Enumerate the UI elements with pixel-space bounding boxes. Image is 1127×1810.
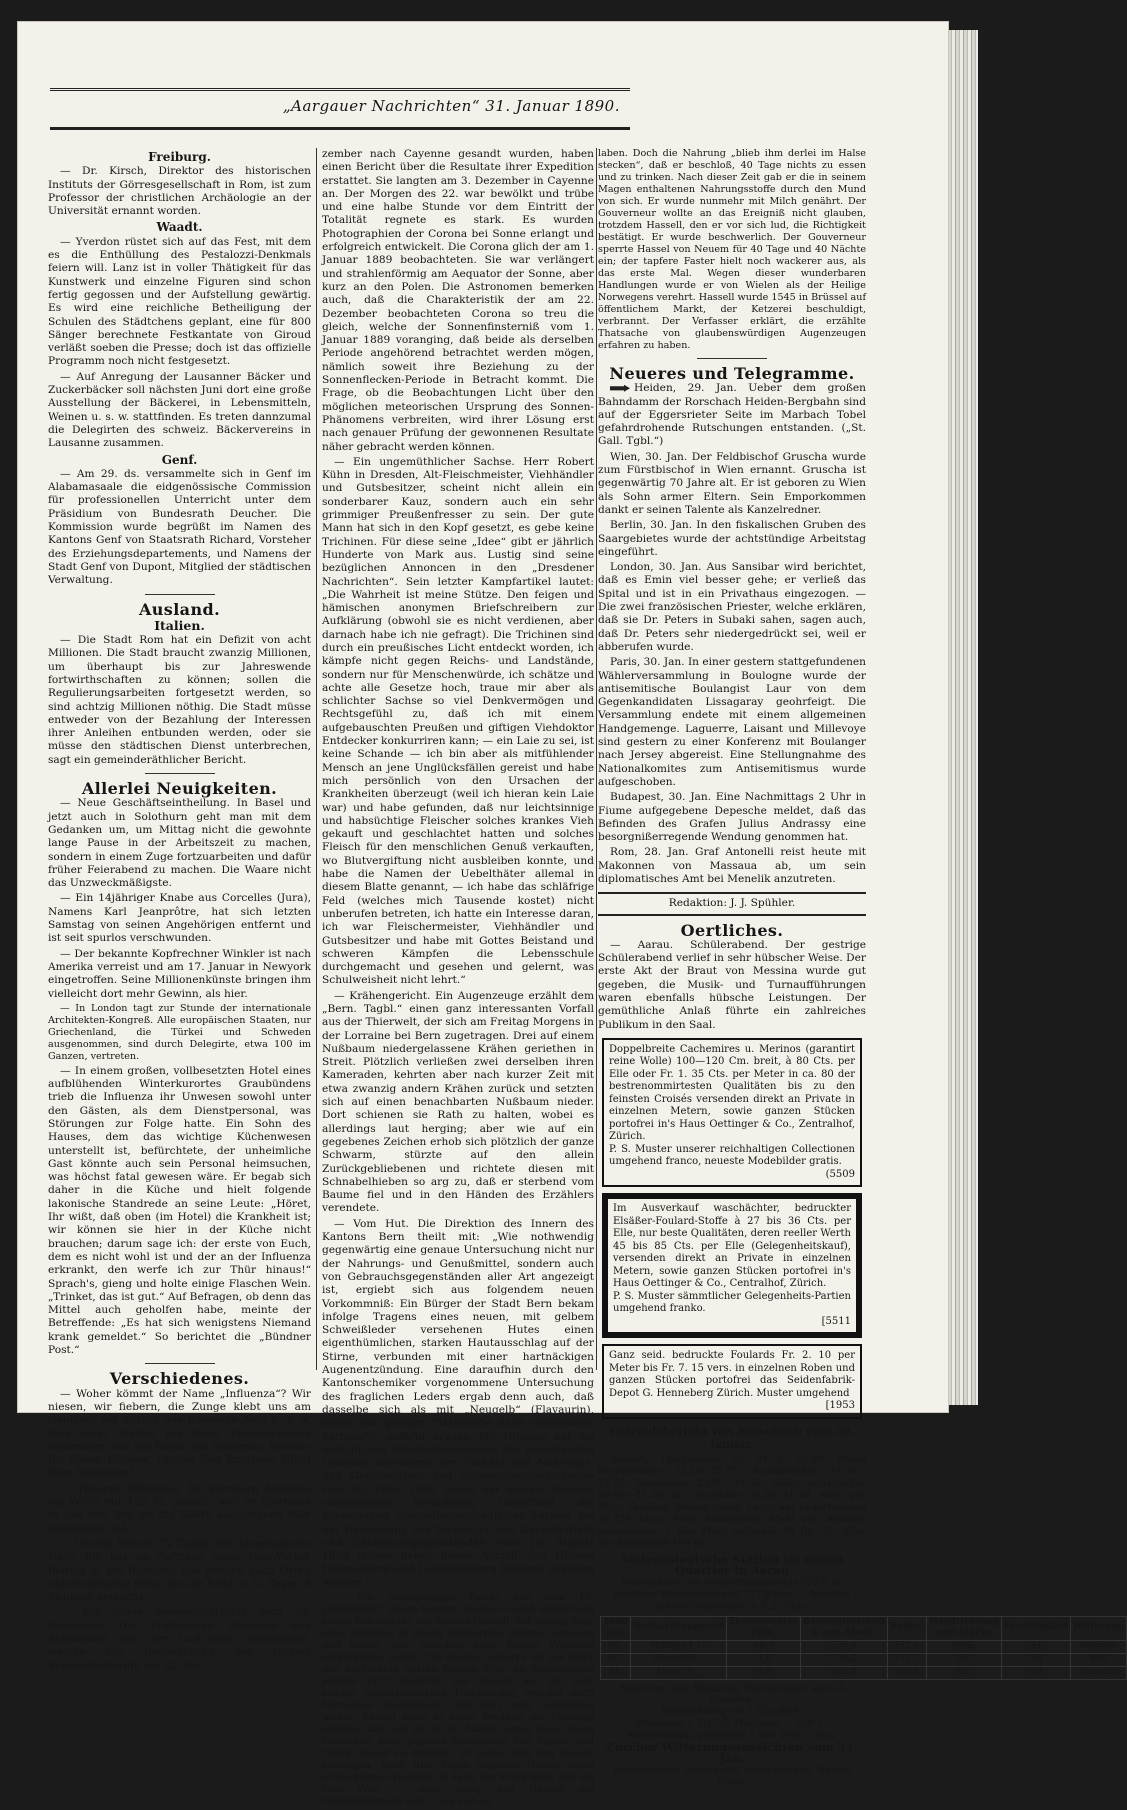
oertliches-text: — Aarau. Schülerabend. Der gestrige Schülerabend verlief in sehr hübscher Weise. Der erste Akt der Braut von Messina wurde gut gegeben, die Musik- und Turnaufführungen waren ebenfalls hübsche Leistungen. Der gemüthliche Anlaß führte ein zahlreiches Publikum in den Saal. — [598, 938, 866, 1031]
weather-cell: Abends.9 „ — [631, 1653, 727, 1666]
weather-row — [601, 1666, 1127, 1679]
weather-cell: 30. — [601, 1653, 631, 1666]
telegram-heiden — [598, 382, 866, 448]
weather-header-cell: Witterung — [1070, 1616, 1127, 1641]
col2-paragraph-1: zember nach Cayenne gesandt wurden, haben einen Bericht über die Resultate ihrer Expedition erstattet. Sie langten am 3. Dezember in Cayenne an. Der Morgen des 22. war bewölkt und trübe und eine halbe Stunde vor dem Eintritt der Totalität regnete es stark. Es wurden Photographien der Corona bei Sonne erlangt und erfolgreich entwickelt. Die Corona glich der am 1. Januar 1889 beobachteten. Sie war verlängert und strahlenförmig am Aequator der Sonne, aber kurz an den Polen. Die Astronomen bemerken auch, daß die Charakteristik der am 22. Dezember beobachteten Corona so treu die gleich, welche der Sonnenfinsterniß vom 1. Januar 1889 voranging, daß beide als derselben Periode angehörend betrachtet werden mögen, nämlich soweit ihre Beziehung zu der Sonnenflecken-Periode in Betracht kommt. Die Frage, ob die Beobachtungen Licht über den möglichen meteorischen Ursprung des Sonnen-Phänomens verbreiten, wird ihrer Lösung erst nach genauer Prüfung der gewonnenen Resultate näher gebracht werden können. — [322, 148, 594, 453]
weather-cell: SE. — [927, 1666, 1002, 1679]
allerlei-paragraph-5: — In einem großen, vollbesetzten Hotel eines aufblühenden Winterkurortes Graubündens trieb die Influenza ihr Unwesen sowohl unter den Gästen, als dem Dienstpersonal, was Störungen zur Folge hatte. Ein Sohn des Hauses, dem das wichtige Küchenwesen unterstellt ist, befürchtete, der unheimliche Gast könnte auch sein Personal heimsuchen, was höchst fatal gewesen wäre. Er begab sich daher in die Küche und hielt folgende lakonische Standrede an seine Leute: „Höret, Ihr wißt, daß oben (im Hotel) die Krankheit ist; wir können sie hier in der Küche nicht brauchen; darum sage ich: der erste von Euch, dem es nicht wohl ist und der an der Influenza erkrankt, den werfe ich zur Thür hinaus!“ Sprach's, gieng und holte einige Flaschen Wein. „Trinket, das ist gut.“ Auf Befragen, ob denn das Mittel auch geholfen habe, meinte der Betreffende: „Es hat sich wenigstens Niemand krank gemeldet.“ So berichtet die „Bündner Post.“ — [48, 1064, 311, 1357]
col2-paragraph-3: — Krähengericht. Ein Augenzeuge erzählt dem „Bern. Tagbl.“ einen ganz interessanten Vorfall aus der Thierwelt, der sich am Freitag Morgens in der Lorraine bei Bern zugetragen. Drei auf einem Nußbaum niedergelassene Krähen geriethen in Streit. Plötzlich verließen zwei derselben ihren Kameraden, kehrten aber nach kurzer Zeit mit etwa zwanzig andern Krähen zurück und setzten sich auf einen benachbarten Nußbaum nieder. Dort schienen sie Rath zu halten, wobei es allerdings laut herging; aber wie auf ein gegebenes Zeichen erhob sich plötzlich der ganze Schwarm, stürzte auf den allein Zurückgebliebenen und richtete diesen mit Schnabelhieben so arg zu, daß er sterbend vom Baume fiel und in den Händen des Erzählers verendete. — [322, 989, 594, 1215]
weather-header-cell: Reduc. — [887, 1616, 927, 1641]
ad-postscript: P. S. Muster sämmtlicher Gelegenheits-Partien umgehend franko. — [613, 1290, 851, 1315]
zuercher-text: Veränderliche Bewölkung, meist trocken; Nachts Frost. — [612, 1765, 852, 1788]
page-header — [50, 88, 630, 130]
italien-heading: Italien. — [154, 617, 205, 633]
weather-cell: 30. — [601, 1641, 631, 1654]
allerlei-paragraph-3: — Der bekannte Kopfrechner Winkler ist nach Amerika verreist und am 17. Januar in Newyork eingetroffen. Seine Millionenkünste bringen ihm vielleicht dort mehr Gewinn, als hier. — [48, 947, 311, 1000]
column-3 — [598, 148, 1125, 1793]
ad-text: Doppelbreite Cachemires u. Merinos (garantirt reine Wolle) 100—120 Cm. breit, à 80 Cts. per Elle oder Fr. 1. 35 Cts. per Meter in ca. 80 der bestrenommirtesten Qualitäten bis zu den feinsten Croisés versenden direkt an Private in einzelnen Metern, sowie ganzen Stücken portofrei in's Haus Oettinger & Co., Zentralhof, Zürich. — [609, 1043, 855, 1143]
column-rule-2 — [596, 148, 597, 1370]
page-edge — [948, 30, 978, 1405]
weather-cell: 732,4 — [800, 1666, 887, 1679]
divider — [145, 1363, 215, 1364]
genf-text: — Am 29. ds. versammelte sich in Genf im Alabamasaale die eidgenössische Commission für professionellen Unterricht unter dem Präsidium von Bundesrath Deucher. Die Kommission wurde begrüßt im Namen des Kantons Genf von Staatsrath Richard, Vorsteher des Erziehungsdepartements, und Namens der Stadt Genf von Dupont, Mitglied der städtischen Verwaltung. — [48, 467, 311, 587]
weather-precipitation: Niederschlag, gemessen 7 Uhr früh — mm. — [626, 1729, 838, 1741]
ad-reference: [1953 — [825, 1400, 855, 1412]
waadt-paragraph-1: — Yverdon rüstet sich auf das Fest, mit dem es die Enthüllung des Pestalozzi-Denkmals feiern will. Lanz ist in voller Thätigkeit für das Kunstwerk und einzelne Figuren sind schon fertig gegossen und der Aufstellung gewärtig. Es wird eine reichliche Betheiligung der Schulen des Städtchens geplant, eine für 800 Sänger berechnete Festkantate von Giroud verläßt soeben die Presse; doch ist das offizielle Programm noch nicht festgesetzt. — [48, 235, 311, 368]
column-rule-1 — [316, 148, 317, 1370]
weather-table-body — [601, 1641, 1127, 1679]
telegram-rom: Rom, 28. Jan. Graf Antonelli reist heute mit Makonnen von Massaua ab, um sein diplomatisches Amt bei Menelik anzutreten. — [598, 846, 866, 885]
weather-header-cell: 1890 Jan. — [601, 1616, 631, 1641]
weather-cell: hell — [1070, 1653, 1127, 1666]
telegram-budapest: Budapest, 30. Jan. Eine Nachmittags 2 Uhr in Fiume aufgegebene Depesche meldet, daß das Befinden des Grafen Julius Andrassy eine besorgnißerregende Wendung genommen hat. — [598, 791, 866, 844]
weather-observation-line: Beobachtung um 7 Uhr früh: — [661, 1706, 803, 1718]
divider — [145, 773, 215, 774]
ad-postscript: P. S. Muster unserer reichhaltigen Collectionen umgehend franco, neueste Modebilder gratis. — [609, 1143, 855, 1168]
weather-title: Meteorologische Station im neuen Quartier in Aarau — [620, 1551, 844, 1578]
col2-paragraph-4: — Vom Hut. Die Direktion des Innern des Kantons Bern theilt mit: „Wie nothwendig gegenwärtig eine genaue Untersuchung nicht nur der Nahrungs- und Genußmittel, sondern auch von Gebrauchsgegenständen aller Art angezeigt ist, ergiebt sich aus folgendem neuen Vorkommniß: Ein Bürger der Stadt Bern bekam infolge Tragens eines neuen, mit gelbem Schweißleder versehenen Hutes einen eigenthümlichen, starken Hautausschlag auf der Stirne, verbunden mit einer hartnäckigen Augenentzündung. Eine daraufhin durch den Kantonschemiker vorgenommene Untersuchung des fraglichen Leders ergab denn auch, daß dasselbe sich als mit „Neugelb“ (Flavaurin), einem der giftigen Pikrinfarbe nahe verwandten Farbstoffe, gefärbt erwies. Mit Hinweis auf die bezüglichen Strafbestimmungen des betreffenden Gesetzes betreffend den Verkehr mit Nahrungs- und Genußmitteln und Gebrauchsgegenständen vom 26. Febr. 1888, sowie der diesem Gesetze zudienenden Verordnung betreffend die Verwendung gesundheitsschädlicher Farben bei der Herstellung von Nahrungs- und Genußmitteln und Gebrauchsgegenständen vom 10. August 1889 müsse daher dieser Vorfall den Herren Hutmachern und Lederhändlern bekannt gegeben werden.“ — [322, 1217, 594, 1589]
weather-cell: Mittags.1 U. — [631, 1641, 727, 1654]
zuercher-heading: Zürcher Witterungsaussichten vom 31. Jan. — [606, 1739, 858, 1766]
advertisement-cachemires — [602, 1038, 862, 1188]
weather-cell: 31. — [601, 1666, 631, 1679]
allerlei-paragraph-4: — In London tagt zur Stunde der internationale Architekten-Kongreß. Alle europäischen Staaten, nur Griechenland, die Türkei und Schweden ausgenommen, sind durch Delegirte, etwa 100 im Ganzen, vertreten. — [48, 1002, 311, 1062]
weather-minmax-line: Maximum und Minimum Thermometer seit 24 Stunden: — [619, 1682, 845, 1706]
column-2 — [322, 148, 594, 1810]
column-1 — [48, 148, 311, 1675]
redaktion-line: Redaktion: J. J. Spühler. — [598, 892, 866, 915]
italien-text: — Die Stadt Rom hat ein Defizit von acht Millionen. Die Stadt braucht zwanzig Millionen, um überhaupt bis zur Jahreswende fortwirthschaften zu können; sollen die Regulierungsarbeiten fortgesetzt werden, so sind achtzig Millionen nöthig. Die Stadt müsse entweder von der Bezahlung der Interessen ihrer Anleihen entbunden werden, oder sie müsse den städtischen Dienst unterbrechen, sagt ein gemeinderäthlicher Bericht. — [48, 634, 311, 766]
pointing-hand-icon — [610, 385, 630, 392]
weather-row — [601, 1641, 1127, 1654]
verschiedenes-paragraph-1: — Woher kömmt der Name „Influenza“? Wir niesen, wir fiebern, die Zunge klebt uns am Gaumen, wir zittern wie frierende Aale u. s. w. Nun wohl, stellen wir diese Erscheinungen zusammen und wir haben die Influenza. Beweis: Ich Niese, Fiebere, Lechze Und Erzittere, Nicht Zum Aushalten! — [48, 1387, 311, 1480]
weather-table — [600, 1616, 1127, 1680]
weather-cell: 90 — [1002, 1666, 1071, 1679]
col2-paragraph-2: — Ein ungemüthlicher Sachse. Herr Robert Kühn in Dresden, Alt-Fleischmeister, Viehhändler und Gutsbesitzer, scheint nicht allein ein sonderbarer Kauz, sondern auch ein sehr grimmiger Preußenfresser zu sein. Der gute Mann hat sich in den Kopf gesetzt, es gebe keine Trichinen. Für diese seine „Idee“ gibt er jährlich Hunderte von Mark aus. Lustig sind seine bezüglichen Annoncen in den „Dresdener Nachrichten“. Sein letzter Kampfartikel lautet: „Die Wahrheit ist meine Stütze. Den feigen und hämischen anonymen Briefschreibern zur Aufklärung (obwohl sie es nicht verdienen, aber darnach habe ich nie gefragt). Die Trichinen sind durch ein preußisches Licht entdeckt worden, ich kämpfe nicht gegen Reichs- und Landstände, sondern nur für Menschenwürde, ich schätze und achte alle Gesetze hoch, traue mir aber als schlichter Sachse so viel Denkvermögen und Rechtsgefühl zu, daß ich mit einem aufgebauschten Preußen und giftigen Viehdoktor Entdecker konkurriren kann; — ein Laie zu sei, ist keine Schande — ich bin aber als mitfühlender Mensch an jene Unglücksfällen gereist und habe mich persönlich von den Ursachen der Krankheiten überzeugt (weil ich hieran kein Laie war) und habe gefunden, daß nur leichtsinnige und habsüchtige Fleischer solches krankes Vieh gekauft und geschlachtet hatten und solches Fleisch für den menschlichen Genuß verkauften, wo Blutvergiftung nicht ausbleiben konnte, und habe die Namen der Uebelthäter allemal in diesem Blatte genannt, — ich habe das schläfrige Feld (welches mich Tausende kostet) nicht unberufen betreten, ich hatte ein Interesse daran, ich war Fleischermeister, Viehhändler und Gutsbesitzer und habe mit Gottes Beistand und schweren Kämpfen die Lebensschule durchgemacht und gesehen und gelernt, was Schulweisheit nicht lehrt.“ — [322, 455, 594, 987]
col2-paragraph-5: — Ein vierzigtägiger Faster aus dem 16. Jahrhundert. Simon Goulart, Pastor in Genf, erzählt von einem Individuum, mit Namen Hassell, der vierzig Tage ohne Nahrung in einem versperrten Zimmer gelassen und dieser Zeit trotzdem beim besten Wohlsein aufgefunden wurde. Die Quelle Goulart's ist das Werk des berühmten Arztes Johann Wier de commentitiis jejuniis 1577. Heinrich von Hassell war ein sehr reicher niederländischer Tuchhändler, welcher nach Norwegen übersiedelte und dort sehr wohlthätig wirkte. Einmal hörte er einen Prediger die Meinung äußern, daß Gott die in der Nacht Gottes liege, einen Menschen ohne jegliche Entziehung von Speise und Trank lebend zu erhalten. Er wollte nun den Beweis erbringen. Nach drei Tagen empfand Hassel einen schrecklichen Hunger; er hatte ein Stück Brod und ein Glas Wier — man sieht, daß Hassell ein Vollblutgermane war — um sich zu — [322, 1592, 594, 1808]
weather-cell: 772,6 — [887, 1641, 927, 1654]
verschiedenes-heading: Verschiedenes. — [109, 1369, 250, 1389]
header-title: „Aargauer Nachrichten“ 31. Januar 1890. — [282, 97, 620, 115]
weather-subtitle: Meereshöhe des Beobachtungsortes 397,6 m. mittlerer Barometerstand 727,8 mm. — Mittlere Jahres-Temperatur + 8,2° Cels. — [614, 1577, 850, 1612]
weather-header-cell: Feuchtigkeit — [1002, 1616, 1071, 1641]
weather-header-cell: Barometerstand i. mm Absol. — [800, 1616, 887, 1641]
weather-cell: NE. — [927, 1653, 1002, 1666]
divider — [697, 358, 767, 359]
waadt-paragraph-2: — Auf Anregung der Lausanner Bäcker und Zuckerbäcker soll nächsten Juni dort eine große Ausstellung der Bäckerei, in Lebensmitteln, Weinen u. s. w. stattfinden. Es treten dannzumal die Delegirten des schweiz. Bäckervereins in Lausanne zusammen. — [48, 370, 311, 450]
telegram-london: London, 30. Jan. Aus Sansibar wird berichtet, daß es Emin viel besser gehe; er verließ das Spital und ist in ein Privathaus eingezogen. — Die zwei französischen Priester, welche erklären, daß sie Dr. Peters in Subaki sahen, sagen auch, daß Dr. Peters sehr niedergedrückt sei, weil er abberufen wurde. — [598, 561, 866, 653]
ad-reference: (5509 — [825, 1168, 855, 1180]
col3-paragraph-1: laben. Doch die Nahrung „blieb ihm derlei im Halse stecken“, daß er beschloß, 40 Tage nichts zu essen und zu trinken. Nach dieser Zeit gab er die in seinem Magen enthaltenen Nahrungsstoffe durch den Mund von sich. Er wurde nunmehr mit Milch genährt. Der Gouverneur wollte an das Ereigniß nicht glauben, trotzdem Hassell, den er vor sich lud, die Richtigkeit bestätigt. Er wurde beschwerlich. Der Gouverneur sperrte Hassel von Neuem für 40 Tage und 40 Nächte ein; der tapfere Faster hielt noch wackerer aus, als das erste Mal. Wegen dieser wunderbaren Handlungen wurde er von Wielen als der Heilige Norwegens verehrt. Hassell wurde 1545 in Brüssel auf öffentlichem Markt, der Ketzerei beschuldigt, verbrannt. Der Verfasser erklärt, die erzählte Thatsache von glaubenswürdigen Augenzeugen erfahren zu haben. — [598, 148, 867, 351]
oertliches-heading: Oertliches. — [680, 920, 784, 940]
weather-header-cell: Thermometer Cels. — [726, 1616, 800, 1641]
weather-cell: +0,9 — [726, 1641, 800, 1654]
divider — [145, 594, 215, 595]
neueres-heading: Neueres und Telegramme. — [609, 364, 855, 383]
weather-cell: 54 — [1002, 1641, 1071, 1654]
telegram-wien: Wien, 30. Jan. Der Feldbischof Gruscha wurde zum Fürstbischof in Wien ernannt. Gruscha ist gegenwärtig 70 Jahre alt. Er ist geboren zu Wien als Sohn armer Eltern. Sein Emporkommen dankt er seinen Talente als Kanzelredner. — [598, 450, 866, 516]
verschiedenes-paragraph-3: — Um die Erde in 72 Tagen. Die Amerikanerin Nelly Bly hat im Auftrage eines New-Yorker Blattes in der Richtung von Westen nach Osten unternommene Reise um die Erde in 72 Tagen 6 Stunden gemacht. — [48, 1537, 311, 1604]
weather-cell: 80 — [1002, 1653, 1071, 1666]
weather-cell: -3,7 — [726, 1666, 800, 1679]
telegram-berlin: Berlin, 30. Jan. In den fiskalischen Gruben des Saargebietes wurde der achtstündige Arbeitstag eingeführt. — [598, 519, 866, 558]
weather-cell: 735,4 — [800, 1641, 887, 1654]
weather-cell: 734,2 — [800, 1653, 887, 1666]
verschiedenes-paragraph-4: — Die totale Sonnenfinsterniß vom 22. Dezember. Die Professoren Burnham und Schaeberle von der Lick'schen Sternwarte, welche zur Beobachtung der totalen Sonnenfinsterniß am 22. De- — [48, 1606, 311, 1672]
weather-row — [601, 1653, 1127, 1666]
weather-cell: bedeckt — [1070, 1666, 1127, 1679]
waadt-heading: Waadt. — [156, 220, 203, 235]
ad-reference: [5511 — [821, 1315, 851, 1327]
weather-header-cell: Windrichtung und Stärke — [927, 1616, 1002, 1641]
weather-max-min-values: Maximum + 1,1° C. Minimum — 6,3° C. — [634, 1717, 830, 1729]
getreide-heading: Getreidebericht von Rorschach vom 30. Januar. — [609, 1424, 855, 1452]
verschiedenes-paragraph-2: — Theures Kübelbier. In Nürnberg bezahlte ein Wirth mit 125 Fr. gebüßt, weil er Bierreste in das von ihm an die Gäste abgegebene Bier geschüttet hat. — [48, 1482, 311, 1535]
weather-cell: -4,8 — [726, 1653, 800, 1666]
weather-cell: bewölkt — [1070, 1641, 1127, 1654]
allerlei-paragraph-1: — Neue Geschäftseintheilung. In Basel und jetzt auch in Solothurn geht man mit dem Gedanken um, um Mittag nicht die gewohnte lange Pause in der Arbeitszeit zu machen, sondern in einem Zuge fortzuarbeiten und dafür früher Feierabend zu machen. Die Waare nicht das Unzweckmäßigste. — [48, 797, 311, 890]
weather-cell: NNE. — [927, 1641, 1002, 1654]
telegram-paris: Paris, 30. Jan. In einer gestern stattgefundenen Wählerversammlung in Boulogne wurde der antisemitische Boulangist Laur von dem Gegenkandidaten Lissagaray geohrfeigt. Die Versammlung endete mit einem allgemeinen Handgemenge. Laguerre, Laisant und Millevoye sind gestern zu einer Konferenz mit Boulanger nach Jersey abgereist. Eine Stellungnahme des Nationalkomites zum Antisemitismus wurde aufgeschoben. — [598, 656, 866, 788]
ad-text: Ganz seid. bedruckte Foulards Fr. 2. 10 per Meter bis Fr. 7. 15 vers. in einzelnen Roben und ganzen Stücken portofrei das Seidenfabrik-Depot G. Henneberg Zürich. Muster umgehend — [609, 1350, 855, 1399]
freiburg-heading: Freiburg. — [148, 150, 211, 164]
weather-report — [600, 1551, 1125, 1789]
weather-cell: 771,7 — [887, 1653, 927, 1666]
freiburg-text: — Dr. Kirsch, Direktor des historischen Instituts der Görresgesellschaft in Rom, ist zum Professor der christlichen Archäologie an der Universität ernannt worden. — [48, 165, 311, 218]
weather-header-cell: Beobachtungszeit — [631, 1616, 727, 1641]
weather-table-header — [601, 1616, 1127, 1641]
genf-heading: Genf. — [161, 452, 198, 467]
telegram-heiden-text: Heiden, 29. Jan. Ueber dem großen Bahndamm der Rorschach Heiden-Bergbahn sind auf der Eggersrieter Seite im Marbach Tobel gefahrdrohende Rutschungen entstanden. („St. Gall. Tgbl.“) — [598, 382, 866, 448]
allerlei-paragraph-2: — Ein 14jähriger Knabe aus Corcelles (Jura), Namens Karl Jeanprôtre, hat sich letzten Samstag von seinen Angehörigen entfernt und ist seit spurlos verschwunden. — [48, 892, 311, 945]
weather-cell: Morg. 7 „ — [631, 1666, 727, 1679]
advertisement-foulard — [602, 1193, 862, 1338]
weather-cell: 769,6 — [887, 1666, 927, 1679]
ausland-heading: Ausland. — [138, 599, 221, 619]
advertisement-seide — [602, 1344, 862, 1419]
getreide-text: Ausfich, Theißweizen Fr. 24.75.—25.00. Prima Ungarweizen 23.50—23.75. Rumänischer 24.00—24.75. Russischer 23.00—24.50. Hafer ungarischer 20.00—21.50, do. dänischer 20.50 21.50. Alles per Mtzr. Tendenz: Weizen ruhig. Lager auf Lagerbestand 56,724 Mtzr. Preis bestimmter Mehl von Müllern kommission: 1 Kilo Mehl halbweiß 44 Rp. 2½ Kilo. Brod halbweiß 104 Rp. — [598, 1453, 866, 1549]
allerlei-heading: Allerlei Neuigkeiten. — [81, 779, 278, 799]
ad-text: Im Ausverkauf waschächter, bedruckter Elsäßer-Foulard-Stoffe à 27 bis 36 Cts. per Elle, nur beste Qualitäten, deren reeller Werth 45 bis 85 Cts. per Elle (Gelegenheitskauf), versenden direkt an Private in einzelnen Metern, sowie ganzen Stücken portofrei in's Haus Oettinger & Co., Centralhof, Zürich. — [613, 1203, 851, 1290]
